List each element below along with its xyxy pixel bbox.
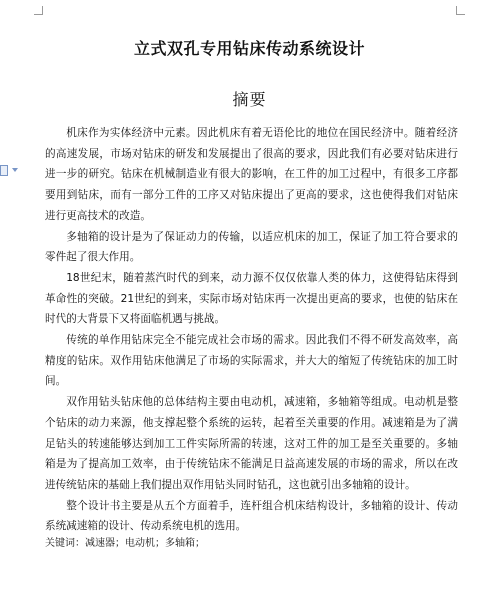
abstract-paragraph: 传统的单作用钻床完全不能完成社会市场的需求。因此我们不得不研发高效率，高精度的钻床。双作用钻床他满足了市场的实际需求，并大大的缩短了传统钻床的加工时间。 — [45, 334, 458, 388]
margin-corner-mark-left — [34, 6, 43, 15]
abstract-paragraph: 整个设计书主要是从五个方面着手，连杆组合机床结构设计，多轴箱的设计、传动系统减速箱的设计、传动系统电机的选用。 — [45, 499, 458, 533]
document-dropdown-icon[interactable] — [0, 163, 20, 177]
abstract-body — [45, 123, 458, 551]
abstract-paragraph: 多轴箱的设计是为了保证动力的传输，以适应机床的加工，保证了加工符合要求的零件起了很大作用。 — [45, 230, 458, 264]
keywords-line: 关键词：减速器；电动机；多轴箱； — [45, 538, 205, 550]
abstract-paragraph: 双作用钻头钻床他的总体结构主要由电动机，减速箱，多轴箱等组成。电动机是整个钻床的动力来源，他支撑起整个系统的运转，起着至关重要的作用。减速箱是为了满足钻头的转速能够达到加工工件实际所需的转速，这对工件的加工是至关重要的。多轴箱是为了提高加工效率，由于传统钻床不能满足日益高速发展的市场的需求，所以在改进传统钻床的基础上我们提出双作用钻头同时钻孔，这也就引出多轴箱的设计。 — [45, 396, 458, 491]
document-title: 立式双孔专用钻床传动系统设计 — [133, 39, 365, 58]
chevron-down-icon — [12, 168, 18, 172]
margin-corner-mark-right — [456, 6, 465, 15]
abstract-paragraph: 18世纪末，随着蒸汽时代的到来，动力源不仅仅依靠人类的体力，这使得钻床得到革命性的突破。21世纪的到来，实际市场对钻床再一次提出更高的要求，也使的钻床在时代的大背景下又将面临机遇与挑战。 — [45, 271, 458, 326]
abstract-heading: 摘要 — [232, 90, 267, 109]
abstract-paragraph: 机床作为实体经济中元素。因此机床有着无语伦比的地位在国民经济中。随着经济的高速发展，市场对钻床的研发和发展提出了很高的要求，因此我们有必要对钻床进行进一步的研究。钻床在机械制造业有很大的影响，在工件的加工过程中，有很多工序都要用到钻床，而有一部分工件的工序又对钻床提出了更高的要求，这也使得我们对钻床进行更高技术的改造。 — [45, 127, 458, 222]
document-icon — [0, 165, 8, 176]
